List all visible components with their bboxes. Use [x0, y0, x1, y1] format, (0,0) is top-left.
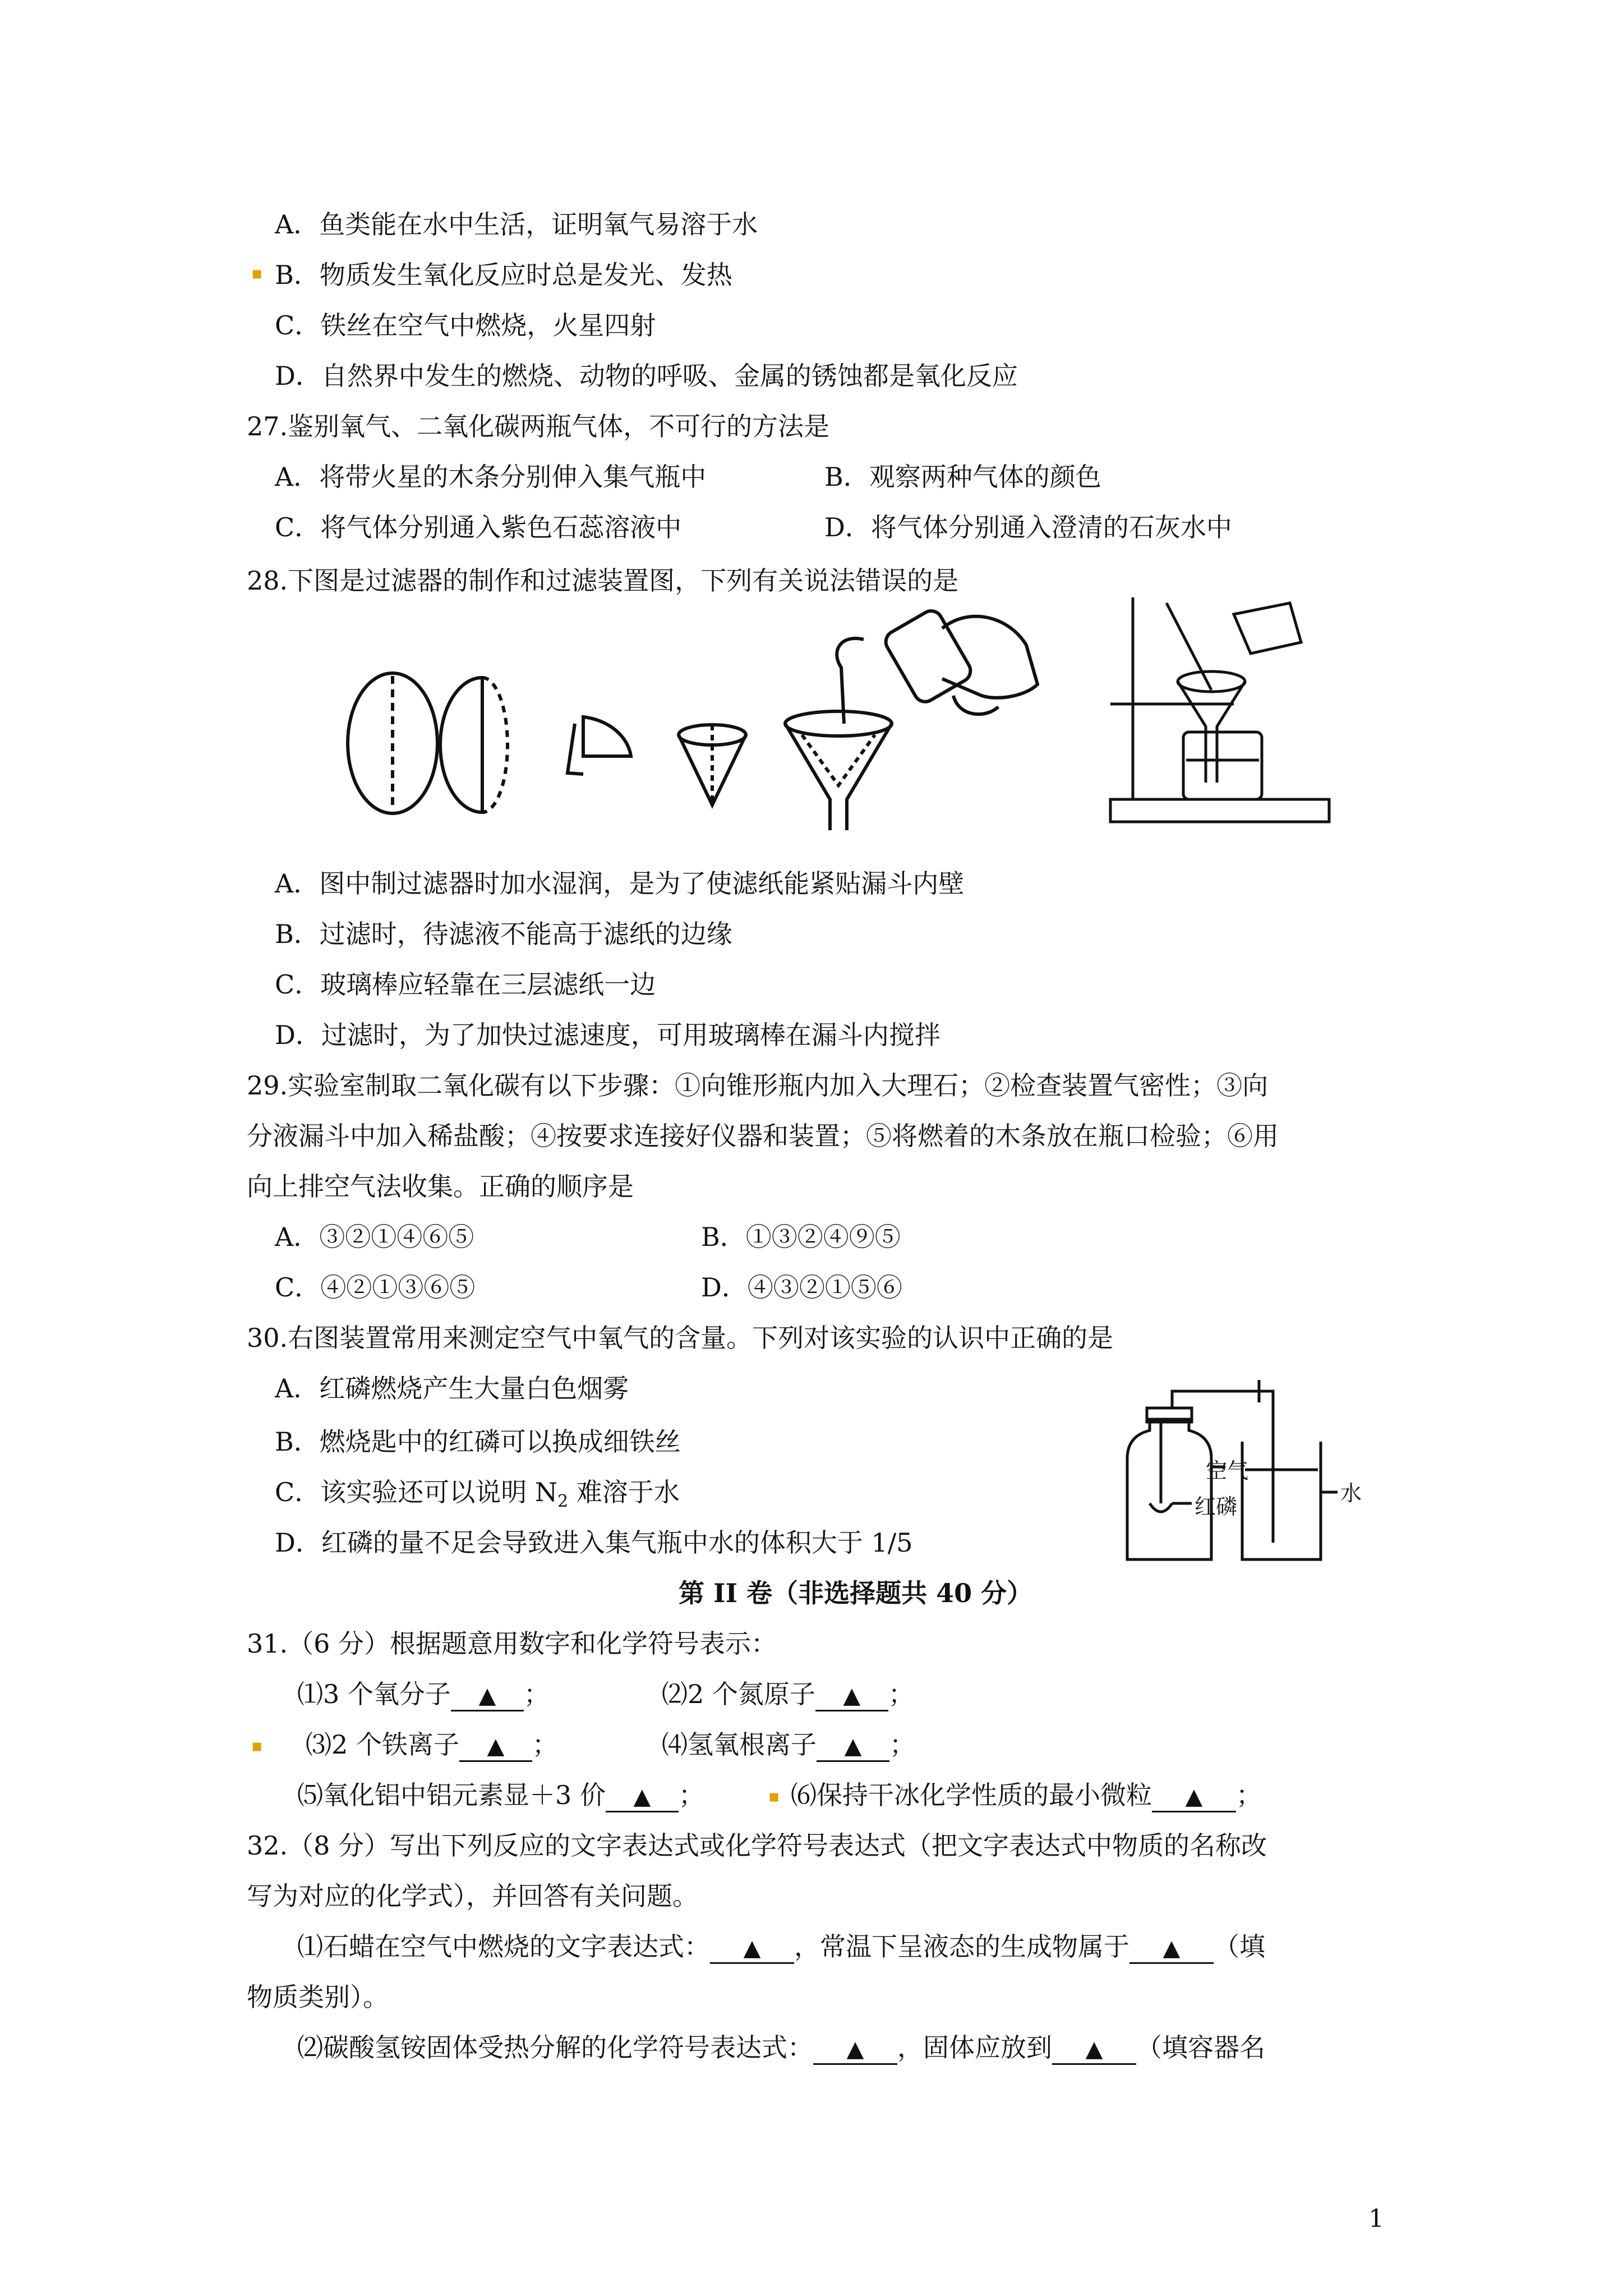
q32-stem-line-2: 写为对应的化学式），并回答有关问题。 — [247, 1881, 698, 1911]
q29-line-2: 分液漏斗中加入稀盐酸；④按要求连接好仪器和装置；⑤将燃着的木条放在瓶口检验；⑥用 — [247, 1121, 1279, 1151]
q29-option-b: B．①③②④⑨⑤ — [701, 1222, 901, 1252]
q26-option-c: C．铁丝在空气中燃烧，火星四射 — [275, 310, 656, 341]
q32-item-2: ⑵碳酸氢铵固体受热分解的化学符号表达式： ▲ ，固体应放到 ▲ （填容器名 — [297, 2031, 1265, 2065]
q27-stem: 27.鉴别氧气、二氧化碳两瓶气体，不可行的方法是 — [247, 411, 830, 441]
q32-item-1-continuation: 物质类别）。 — [247, 1982, 389, 2012]
q28-option-d: D．过滤时，为了加快过滤速度，可用玻璃棒在漏斗内搅拌 — [275, 1020, 940, 1050]
q28-option-a: A．图中制过滤器时加水湿润，是为了使滤纸能紧贴漏斗内壁 — [275, 868, 965, 899]
q28-option-b: B．过滤时，待滤液不能高于滤纸的边缘 — [275, 919, 732, 949]
q31-item-4: ⑷氢氧根离子 ▲ ； — [662, 1728, 915, 1762]
answer-blank[interactable]: ▲ — [459, 1732, 532, 1762]
q31-item-2: ⑵2 个氮原子 ▲ ； — [662, 1677, 914, 1711]
q31-item-1: ⑴3 个氧分子 ▲ ； — [297, 1677, 550, 1711]
q26-option-a: A．鱼类能在水中生活，证明氧气易溶于水 — [275, 209, 758, 240]
q26-option-d: D．自然界中发生的燃烧、动物的呼吸、金属的锈蚀都是氧化反应 — [275, 361, 1018, 391]
answer-blank[interactable]: ▲ — [813, 2035, 897, 2065]
q30-option-c: C．该实验还可以说明 $N_2$ 难溶于水 — [275, 1477, 680, 1512]
q31-item-5: ⑸氧化铝中铝元素显＋3 价 ▲ ； — [297, 1778, 704, 1812]
speck-mark: ▪ — [251, 1736, 263, 1756]
q32-item-1: ⑴石蜡在空气中燃烧的文字表达式： ▲ ，常温下呈液态的生成物属于 ▲ （填 — [297, 1930, 1265, 1964]
q31-item-3: ⑶2 个铁离子 ▲ ； — [306, 1728, 558, 1762]
filtration-apparatus-figure — [1099, 592, 1346, 827]
q29-line-1: 29.实验室制取二氧化碳有以下步骤：①向锥形瓶内加入大理石；②检查装置气密性；③向 — [247, 1070, 1269, 1101]
answer-blank[interactable]: ▲ — [710, 1934, 794, 1964]
q30-option-b: B．燃烧匙中的红磷可以换成细铁丝 — [275, 1427, 681, 1457]
q30-option-a: A．红磷燃烧产生大量白色烟雾 — [275, 1373, 629, 1404]
answer-blank[interactable]: ▲ — [817, 1732, 889, 1762]
q31-stem: 31.（6 分）根据题意用数字和化学符号表示： — [247, 1628, 777, 1659]
q29-option-a: A．③②①④⑥⑤ — [275, 1222, 474, 1252]
answer-blank[interactable]: ▲ — [451, 1682, 524, 1711]
q27-option-d: D．将气体分别通入澄清的石灰水中 — [824, 512, 1232, 542]
label-air: 空气 — [1206, 1458, 1249, 1483]
q29-option-d: D．④③②①⑤⑥ — [701, 1272, 902, 1303]
filter-folding-figure — [336, 595, 1077, 830]
q26-option-b: B．物质发生氧化反应时总是发光、发热 — [275, 260, 732, 290]
answer-blank[interactable]: ▲ — [1052, 2035, 1136, 2065]
answer-blank[interactable]: ▲ — [606, 1783, 679, 1812]
label-water: 水 — [1340, 1481, 1362, 1506]
q27-option-b: B．观察两种气体的颜色 — [824, 462, 1101, 492]
speck-mark: ▪ — [768, 1787, 780, 1806]
q29-line-3: 向上排空气法收集。正确的顺序是 — [247, 1171, 634, 1202]
page-number: 1 — [1368, 2205, 1384, 2233]
q27-option-a: A．将带火星的木条分别伸入集气瓶中 — [275, 462, 707, 492]
q32-stem-line-1: 32.（8 分）写出下列反应的文字表达式或化学符号表达式（把文字表达式中物质的名称改 — [247, 1830, 1267, 1861]
q28-stem: 28.下图是过滤器的制作和过滤装置图，下列有关说法错误的是 — [247, 565, 959, 596]
answer-blank[interactable]: ▲ — [1152, 1783, 1236, 1812]
q29-option-c: C．④②①③⑥⑤ — [275, 1272, 476, 1303]
answer-blank[interactable]: ▲ — [1129, 1934, 1214, 1964]
label-red-phosphorus: 红磷 — [1195, 1494, 1238, 1519]
speck-mark: ▪ — [251, 264, 263, 283]
q27-option-c: C．将气体分别通入紫色石蕊溶液中 — [275, 512, 682, 542]
section-2-title: 第 II 卷（非选择题共 40 分） — [679, 1578, 1033, 1608]
answer-blank[interactable]: ▲ — [815, 1682, 888, 1711]
q30-stem: 30.右图装置常用来测定空气中氧气的含量。下列对该实验的认识中正确的是 — [247, 1323, 1114, 1353]
q30-option-d: D．红磷的量不足会导致进入集气瓶中水的体积大于 1/5 — [275, 1527, 913, 1558]
q31-item-6: ⑹保持干冰化学性质的最小微粒 ▲ ； — [791, 1778, 1262, 1812]
q28-option-c: C．玻璃棒应轻靠在三层滤纸一边 — [275, 969, 656, 1000]
